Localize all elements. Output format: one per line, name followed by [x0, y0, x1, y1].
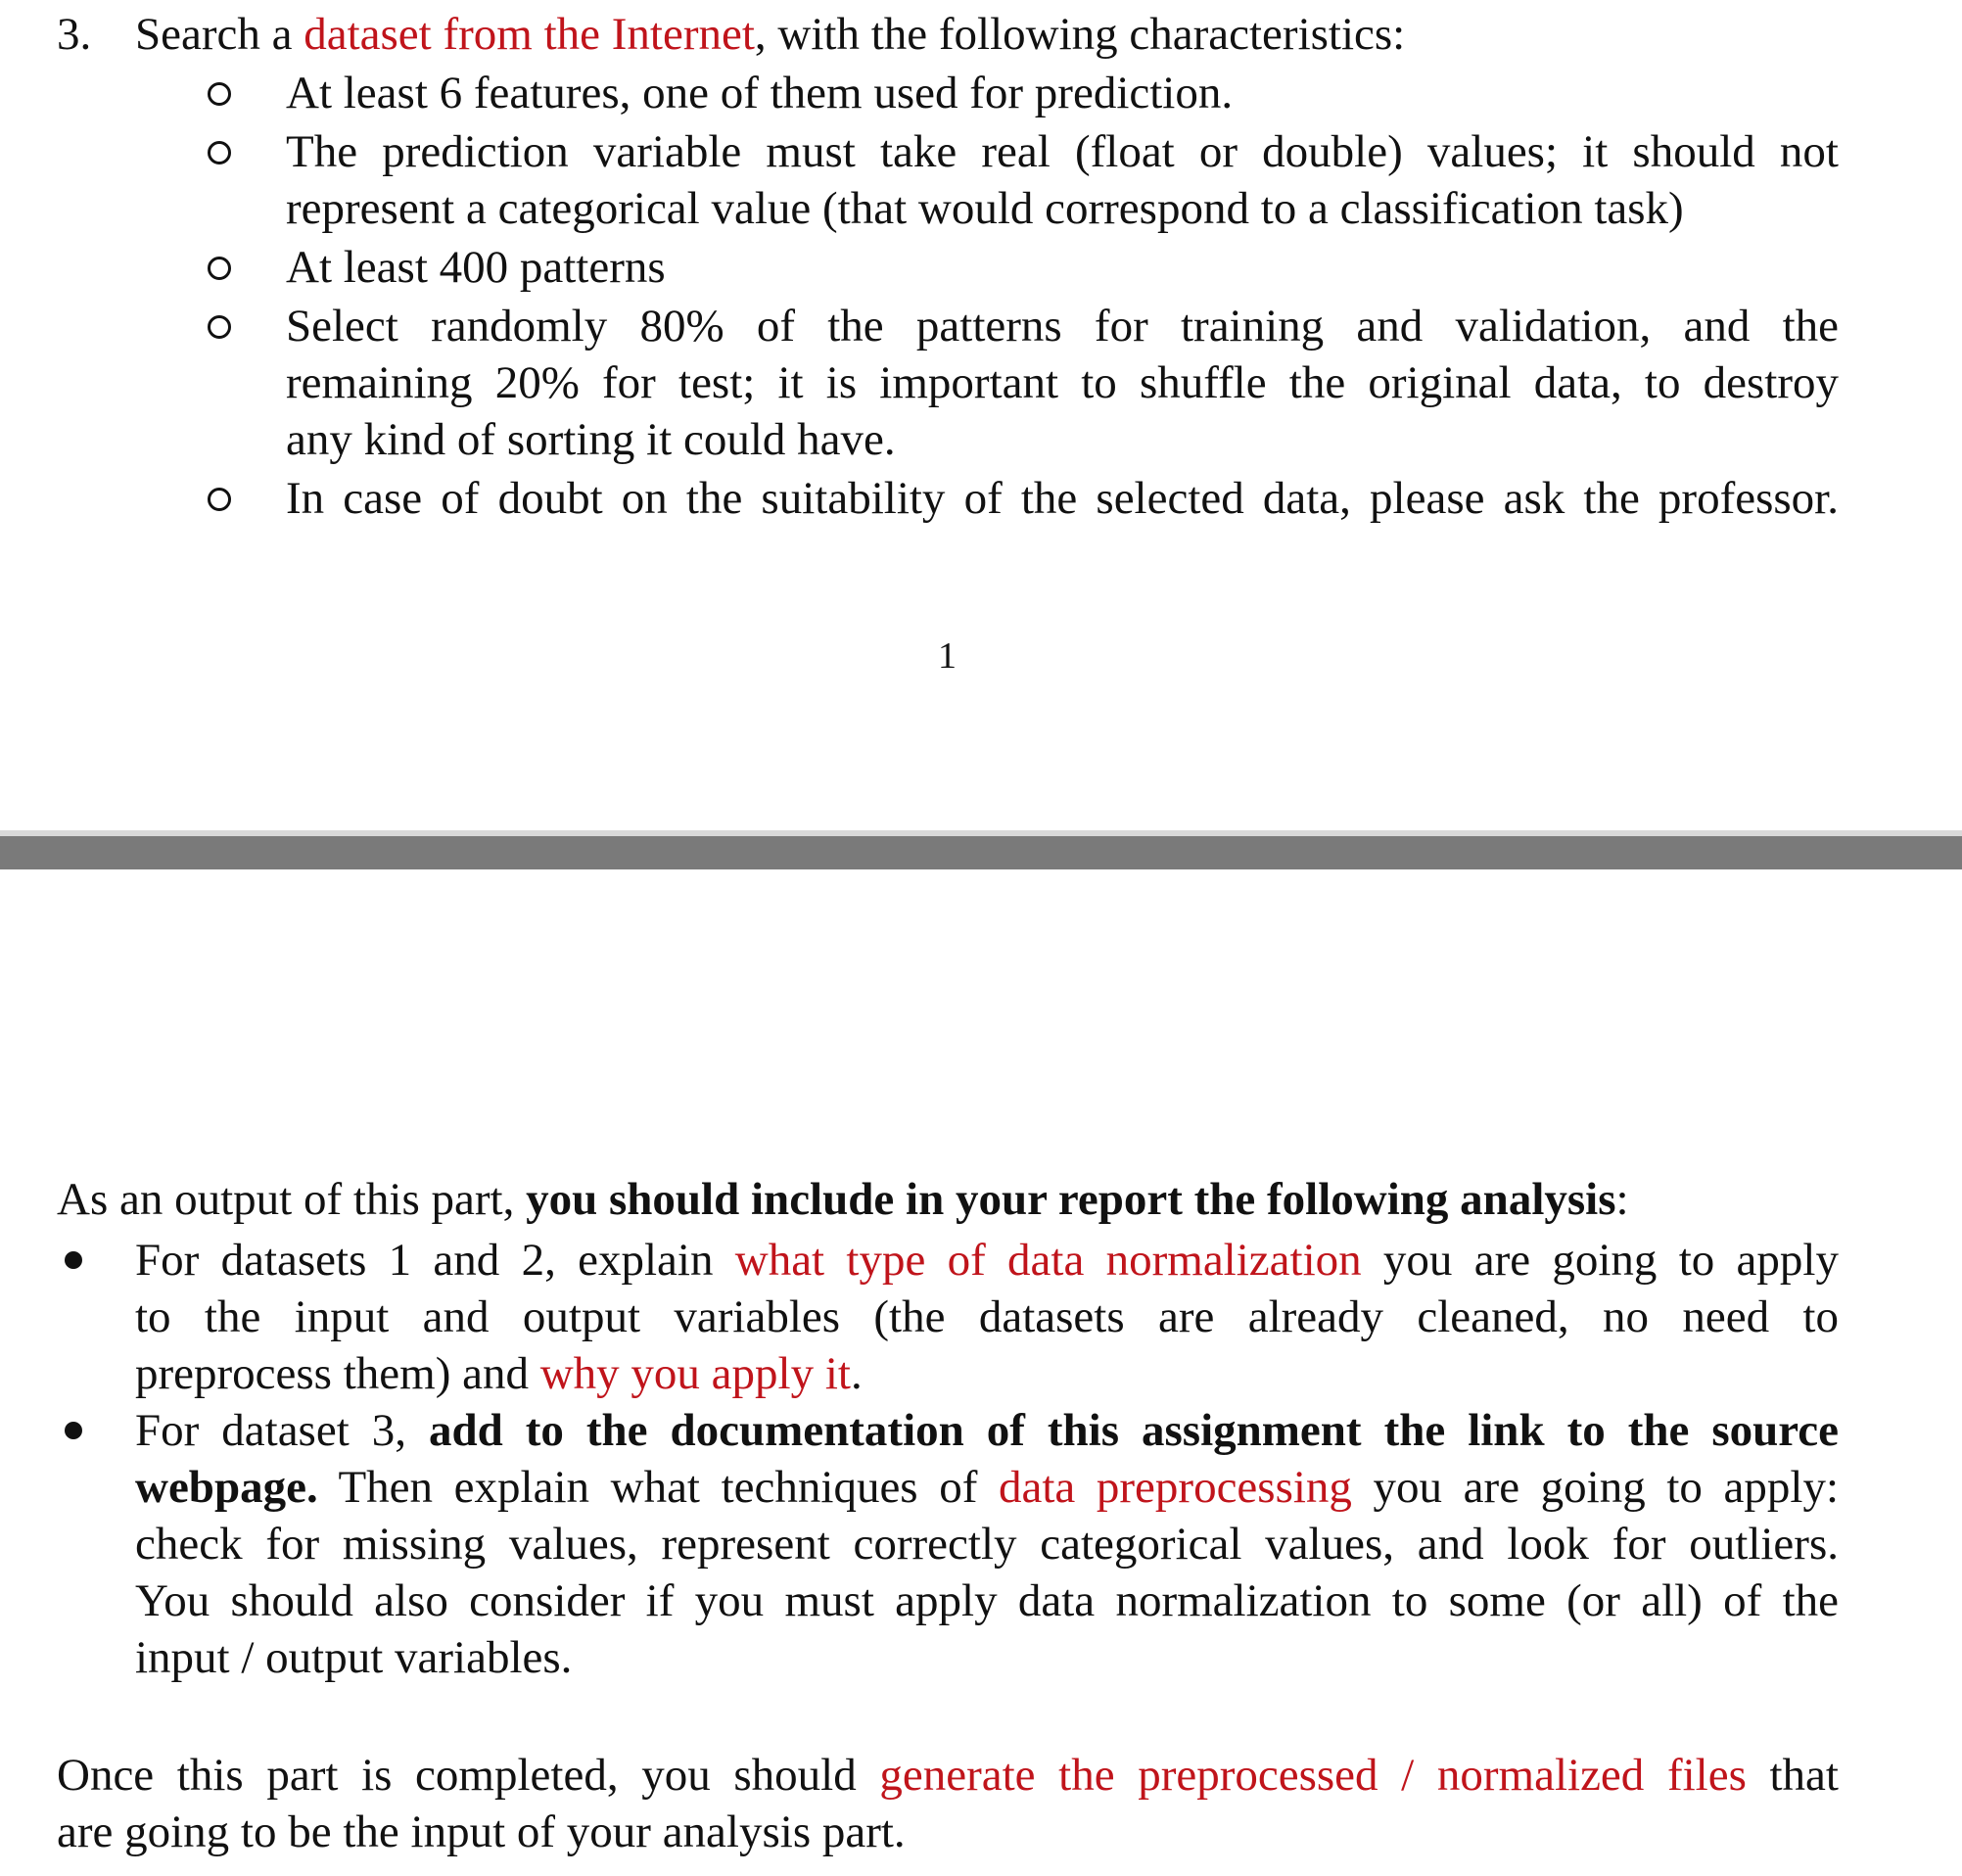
circle-bullet-icon [208, 82, 231, 106]
output-intro: As an output of this part, you should include in your report the following analysis: [57, 1174, 1629, 1225]
bullet-prediction-line1: The prediction variable must take real (float or double) values; it should not [286, 126, 1839, 177]
bullet-dot-icon [65, 1422, 82, 1439]
highlight-generate: generate the preprocessed / normalized files [879, 1750, 1747, 1801]
closing-line1: Once this part is completed, you should generate the preprocessed / normalized files that [57, 1750, 1839, 1801]
bullet-split-line2: remaining 20% for test; it is important to shuffle the original data, to destroy [286, 357, 1839, 408]
circle-bullet-icon [208, 488, 231, 511]
output-bullet1-line1: For datasets 1 and 2, explain what type of data normalization you are going to apply [135, 1235, 1839, 1286]
bullet-features: At least 6 features, one of them used for prediction. [286, 68, 1234, 118]
closing-line2: are going to be the input of your analysis part. [57, 1806, 906, 1857]
bullet-patterns: At least 400 patterns [286, 242, 666, 293]
page-number: 1 [938, 635, 957, 677]
item3-intro: Search a dataset from the Internet, with the following characteristics: [135, 9, 1406, 60]
output-bullet1-line2: to the input and output variables (the datasets are already cleaned, no need to [135, 1291, 1839, 1342]
page-top [0, 0, 1962, 830]
circle-bullet-icon [208, 257, 231, 280]
highlight-dataset: dataset from the Internet [304, 9, 755, 60]
bullet-prediction-line2: represent a categorical value (that would correspond to a classification task) [286, 183, 1684, 234]
circle-bullet-icon [208, 141, 231, 164]
output-bullet2-line4: You should also consider if you must apply data normalization to some (or all) of the [135, 1575, 1839, 1626]
output-bullet2-line5: input / output variables. [135, 1632, 573, 1683]
bullet-split-line3: any kind of sorting it could have. [286, 414, 896, 465]
highlight-preprocessing: data preprocessing [999, 1462, 1352, 1513]
highlight-normalization: what type of data normalization [734, 1235, 1362, 1286]
output-bullet2-line2: webpage. Then explain what techniques of data preprocessing you are going to apply: [135, 1462, 1840, 1513]
circle-bullet-icon [208, 315, 231, 339]
page-separator [0, 830, 1962, 869]
output-bullet1-line3: preprocess them) and why you apply it. [135, 1348, 863, 1399]
bullet-doubt: In case of doubt on the suitability of the selected data, please ask the professor. [286, 473, 1839, 524]
output-bullet2-line3: check for missing values, represent correctly categorical values, and look for outliers. [135, 1519, 1839, 1570]
output-bullet2-line1: For dataset 3, add to the documentation of this assignment the link to the source [135, 1405, 1839, 1456]
bullet-split-line1: Select randomly 80% of the patterns for training and validation, and the [286, 301, 1839, 352]
item-number: 3. [57, 9, 92, 60]
page-bottom [0, 869, 1962, 1876]
bullet-dot-icon [65, 1251, 82, 1269]
highlight-why: why you apply it [539, 1348, 851, 1399]
